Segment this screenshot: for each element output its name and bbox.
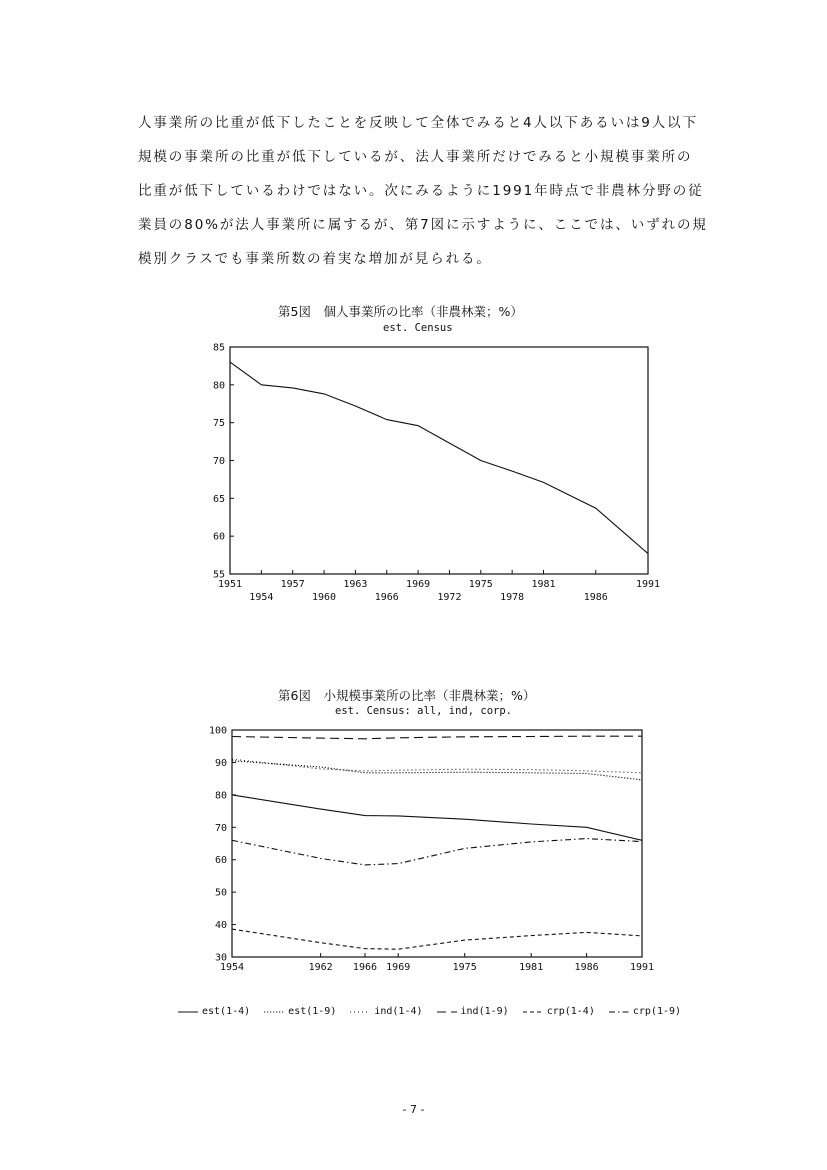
series-line-est1-9 [232, 761, 642, 780]
x-tick-label: 1981 [519, 962, 544, 973]
series-line-crp1-9 [232, 839, 642, 865]
series-line-ind1-4 [232, 759, 642, 773]
y-tick-label: 50 [214, 887, 227, 899]
legend-swatch [523, 1009, 543, 1015]
y-tick-label: 85 [212, 342, 225, 354]
legend-label: est(1-4) [202, 1006, 251, 1017]
series-line-crp1-4 [232, 929, 642, 949]
y-tick-label: 90 [214, 757, 227, 769]
legend-item [350, 1006, 422, 1017]
plot-frame [232, 730, 642, 957]
series-line-0 [230, 362, 648, 553]
chart6-figure [0, 715, 827, 985]
paragraph-line: 比重が低下しているわけではない。次にみるように1991年時点で非農林分野の従 [138, 183, 704, 199]
legend-item [178, 1006, 250, 1017]
chart5-subtitle: est. Census [383, 322, 453, 334]
y-tick-label: 80 [212, 380, 225, 392]
x-tick-label: 1962 [308, 962, 333, 973]
legend-item [264, 1006, 336, 1017]
x-tick-label: 1969 [406, 579, 431, 590]
x-tick-label: 1957 [280, 579, 305, 590]
x-tick-label: 1960 [312, 592, 337, 603]
paragraph-line: 人事業所の比重が低下したことを反映して全体でみると4人以下あるいは9人以下 [138, 115, 698, 131]
x-tick-label: 1972 [437, 592, 462, 603]
y-tick-label: 40 [214, 920, 227, 932]
page-number: - 7 - [402, 1103, 425, 1116]
paragraph-line: 模別クラスでも事業所数の着実な増加が見られる。 [138, 251, 492, 267]
legend-label: ind(1-4) [374, 1006, 423, 1017]
x-tick-label: 1991 [635, 579, 661, 590]
series-line-ind1-9 [232, 736, 642, 739]
paragraph-line: 業員の80%が法人事業所に属するが、第7図に示すように、ここでは、いずれの規 [138, 217, 708, 233]
chart5-figure [0, 330, 827, 630]
legend-label: est(1-9) [288, 1006, 337, 1017]
x-tick-label: 1981 [531, 579, 556, 590]
legend-label: crp(1-9) [632, 1006, 682, 1017]
chart6-subtitle: est. Census: all, ind, corp. [335, 705, 513, 717]
y-tick-label: 65 [212, 493, 225, 505]
y-tick-label: 75 [212, 418, 225, 430]
legend-swatch [609, 1009, 629, 1015]
y-tick-label: 30 [214, 952, 227, 964]
y-tick-label: 100 [208, 725, 227, 737]
chart6-title: 第6図 小規模事業所の比率（非農林業；%） [278, 688, 536, 703]
x-tick-label: 1986 [583, 592, 608, 603]
x-tick-label: 1966 [352, 962, 378, 973]
x-tick-label: 1954 [219, 962, 245, 973]
plot-frame [230, 347, 648, 574]
legend-item [437, 1006, 509, 1017]
chart6-legend [178, 1006, 681, 1017]
legend-swatch [350, 1009, 370, 1015]
x-tick-label: 1991 [629, 962, 655, 973]
legend-swatch [178, 1009, 198, 1015]
legend-swatch [264, 1009, 284, 1015]
x-tick-label: 1978 [500, 592, 525, 603]
legend-label: ind(1-9) [460, 1006, 509, 1017]
x-tick-label: 1986 [574, 962, 599, 973]
x-tick-label: 1951 [217, 579, 243, 590]
x-tick-label: 1969 [386, 962, 411, 973]
y-tick-label: 60 [214, 855, 227, 867]
paragraph-line: 規模の事業所の比重が低下しているが、法人事業所だけでみると小規模事業所の [138, 149, 693, 165]
legend-item [609, 1006, 681, 1017]
y-tick-label: 70 [212, 456, 225, 467]
y-tick-label: 70 [214, 822, 227, 834]
legend-item [523, 1006, 595, 1017]
x-tick-label: 1975 [452, 962, 477, 973]
x-tick-label: 1963 [343, 579, 368, 590]
y-tick-label: 55 [212, 569, 225, 581]
body-paragraph [138, 106, 738, 276]
y-tick-label: 80 [214, 790, 227, 802]
x-tick-label: 1975 [468, 579, 493, 590]
series-line-est1-4 [232, 795, 642, 840]
y-tick-label: 60 [212, 531, 225, 543]
legend-label: crp(1-4) [546, 1006, 595, 1017]
chart5-title: 第5図 個人事業所の比率（非農林業；%） [278, 304, 523, 319]
legend-swatch [437, 1009, 457, 1015]
x-tick-label: 1966 [374, 592, 399, 603]
x-tick-label: 1954 [249, 592, 274, 603]
